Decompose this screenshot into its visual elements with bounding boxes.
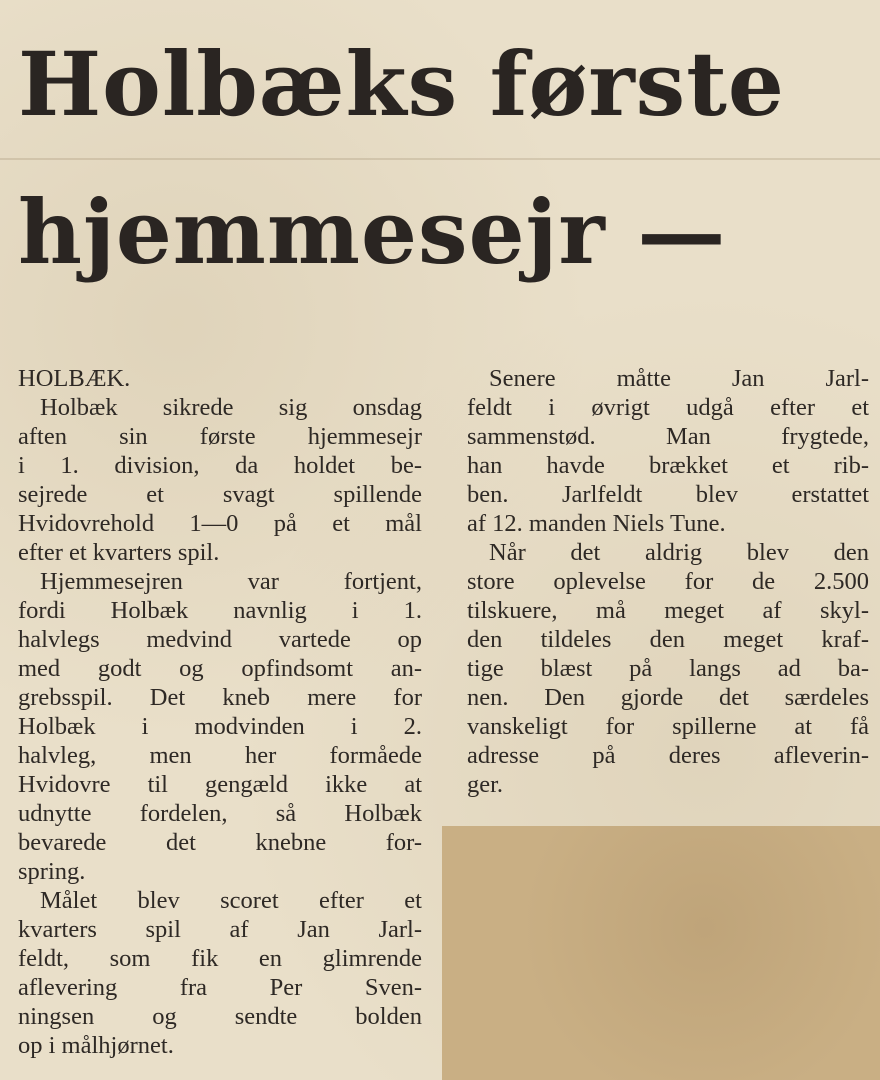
text-line: Holbæk i modvinden i 2. xyxy=(18,713,422,740)
dateline: HOLBÆK. xyxy=(18,365,131,392)
right-column xyxy=(467,364,869,799)
text-line: kvarters spil af Jan Jarl- xyxy=(18,916,422,943)
text-line: sejrede et svagt spillende xyxy=(18,481,422,508)
text-line: grebsspil. Det kneb mere for xyxy=(18,684,422,711)
headline-line-2: hjemmesejr — xyxy=(18,180,727,284)
text-line: halvleg, men her formåede xyxy=(18,742,422,769)
text-line: ningsen og sendte bolden xyxy=(18,1003,422,1030)
text-line: spring. xyxy=(18,858,86,885)
text-line: feldt, som fik en glimrende xyxy=(18,945,422,972)
text-line: udnytte fordelen, så Holbæk xyxy=(18,800,422,827)
text-line: den tildeles den meget kraf- xyxy=(467,626,869,653)
text-line: Hvidovre til gengæld ikke at xyxy=(18,771,422,798)
left-column xyxy=(18,364,422,1060)
text-line: vanskeligt for spillerne at få xyxy=(467,713,869,740)
text-line: i 1. division, da holdet be- xyxy=(18,452,422,479)
text-line: Målet blev scoret efter et xyxy=(40,887,422,914)
right-paragraphs xyxy=(467,364,869,799)
torn-corner xyxy=(442,826,880,1080)
text-line: sammenstød. Man frygtede, xyxy=(467,423,869,450)
headline xyxy=(18,10,868,306)
text-line: bevarede det knebne for- xyxy=(18,829,422,856)
text-line: fordi Holbæk navnlig i 1. xyxy=(18,597,422,624)
text-line: tige blæst på langs ad ba- xyxy=(467,655,869,682)
text-line: store oplevelse for de 2.500 xyxy=(467,568,869,595)
text-line: op i målhjørnet. xyxy=(18,1032,174,1059)
text-line: aflevering fra Per Sven- xyxy=(18,974,422,1001)
text-line: af 12. manden Niels Tune. xyxy=(467,510,726,537)
text-line: halvlegs medvind vartede op xyxy=(18,626,422,653)
text-line: feldt i øvrigt udgå efter et xyxy=(467,394,869,421)
text-line: adresse på deres afleverin- xyxy=(467,742,869,769)
text-line: aften sin første hjemmesejr xyxy=(18,423,422,450)
text-line: han havde brækket et rib- xyxy=(467,452,869,479)
text-line: Hjemmesejren var fortjent, xyxy=(40,568,422,595)
headline-line-1: Holbæks første xyxy=(18,32,785,136)
text-line: Når det aldrig blev den xyxy=(489,539,869,566)
text-line: efter et kvarters spil. xyxy=(18,539,220,566)
text-line: med godt og opfindsomt an- xyxy=(18,655,422,682)
left-paragraphs xyxy=(18,393,422,1060)
text-line: ben. Jarlfeldt blev erstattet xyxy=(467,481,869,508)
text-line: tilskuere, må meget af skyl- xyxy=(467,597,869,624)
text-line: Hvidovrehold 1—0 på et mål xyxy=(18,510,422,537)
text-line: nen. Den gjorde det særdeles xyxy=(467,684,869,711)
text-line: Senere måtte Jan Jarl- xyxy=(489,365,869,392)
text-line: ger. xyxy=(467,771,504,798)
text-line: Holbæk sikrede sig onsdag xyxy=(40,394,422,421)
